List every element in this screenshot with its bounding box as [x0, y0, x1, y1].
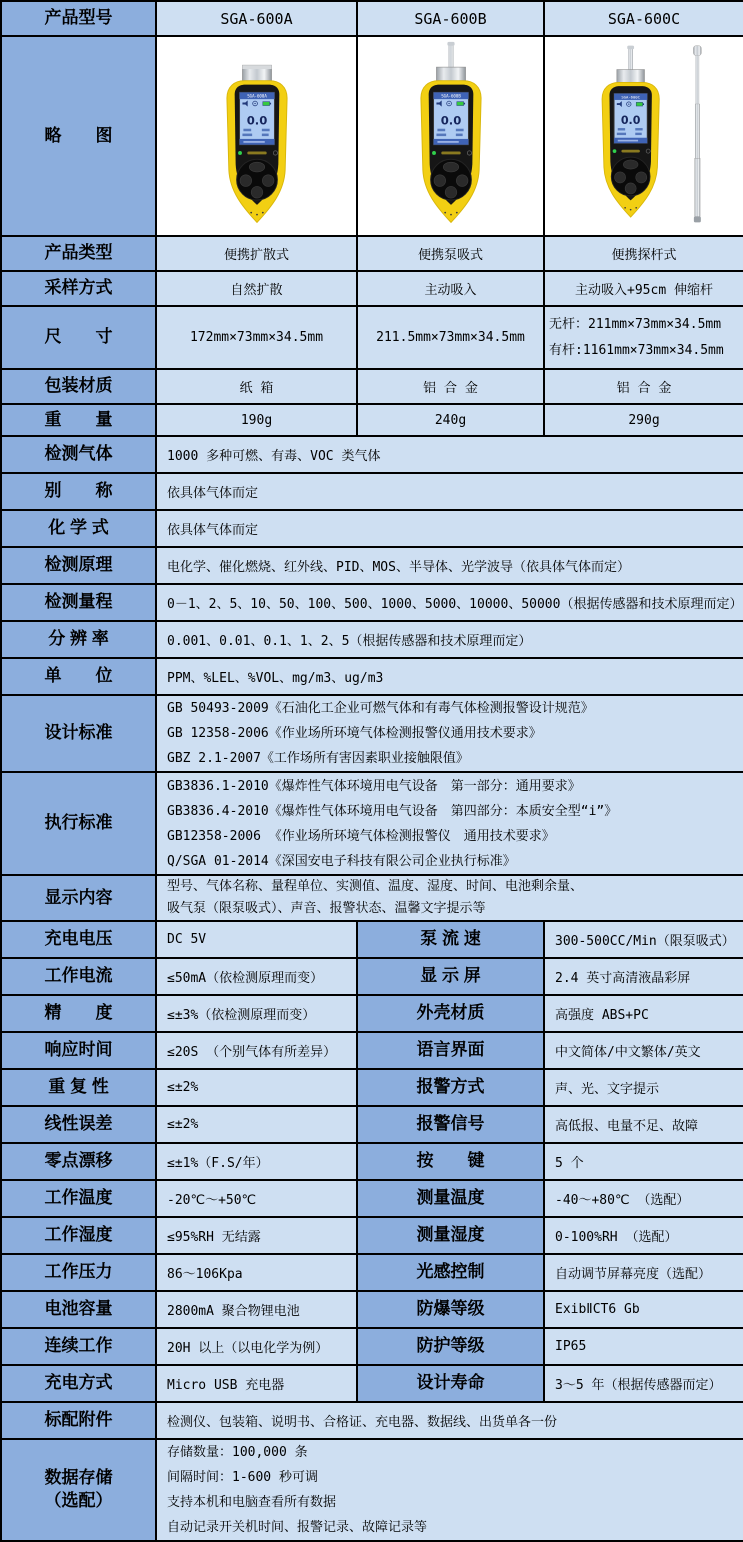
left-button — [434, 175, 446, 187]
product-model-row — [1, 1, 743, 36]
cell-value-b: 主动吸入 — [357, 271, 544, 306]
cell-value-b: 便携泵吸式 — [357, 236, 544, 271]
right-button — [636, 172, 647, 183]
gas-detector-diffusion-icon — [182, 38, 332, 234]
screen-title: SGA-600B — [440, 93, 461, 99]
accuracy-shell-material-row — [1, 995, 743, 1032]
weight-row — [1, 404, 743, 436]
dimensions-with-rod: 有杆:1161mm×73mm×34.5mm — [549, 342, 724, 358]
packaging-material-row — [1, 369, 743, 404]
brand-mark — [441, 152, 460, 155]
cell-value — [156, 695, 743, 772]
row-label: 尺 寸 — [1, 306, 156, 369]
spec-label-right: 泵 流 速 — [357, 921, 544, 958]
row-label: 包装材质 — [1, 369, 156, 404]
status-led — [238, 151, 242, 155]
design-standard-row — [1, 695, 743, 772]
gas-reading: 0.0 — [246, 113, 267, 128]
working-pressure-light-sensor-row — [1, 1254, 743, 1291]
cell-value: 依具体气体而定 — [156, 473, 743, 510]
standard-line: GB12358-2006 《作业场所环境气体检测报警仪 通用技术要求》 — [167, 828, 555, 844]
spec-value-right: IP65 — [544, 1328, 743, 1365]
status-led — [613, 149, 617, 153]
enter-button — [625, 183, 636, 194]
storage-label-line2: （选配） — [44, 1491, 113, 1510]
spec-value-left: DC 5V — [156, 921, 357, 958]
spec-value-right: 高强度 ABS+PC — [544, 995, 743, 1032]
row-label: 显示内容 — [1, 875, 156, 921]
row-label: 检测量程 — [1, 584, 156, 621]
cell-value: 0－1、2、5、10、50、100、500、1000、5000、10000、50000（根据传感器和技术原理而定） — [156, 584, 743, 621]
row-label: 设计标准 — [1, 695, 156, 772]
menu-button — [249, 162, 265, 172]
cell-value-c: 主动吸入+95cm 伸缩杆 — [544, 271, 743, 306]
row-label: 标配附件 — [1, 1402, 156, 1439]
spec-label-right: 按 键 — [357, 1143, 544, 1180]
spec-label-right: 报警方式 — [357, 1069, 544, 1106]
cell-value-c — [544, 306, 743, 369]
spec-value-left: ≤50mA（依检测原理而变） — [156, 958, 357, 995]
spec-label-right: 设计寿命 — [357, 1365, 544, 1402]
storage-line: 自动记录开关机时间、报警记录、故障记录等 — [167, 1520, 428, 1535]
cell-value: PPM、%LEL、%VOL、mg/m3、ug/m3 — [156, 658, 743, 695]
spec-label-left: 工作湿度 — [1, 1217, 156, 1254]
left-button — [615, 172, 626, 183]
row-label: 采样方式 — [1, 271, 156, 306]
row-label-sketch: 略 图 — [1, 36, 156, 236]
cell-value-a: 172mm×73mm×34.5mm — [156, 306, 357, 369]
spec-value-left: ≤±3%（依检测原理而变） — [156, 995, 357, 1032]
row-label — [1, 1439, 156, 1541]
spec-value-right: 0-100%RH （选配） — [544, 1217, 743, 1254]
product-type-row — [1, 236, 743, 271]
unit-row — [1, 658, 743, 695]
standard-line: Q/SGA 01-2014《深国安电子科技有限公司企业执行标准》 — [167, 853, 516, 869]
working-temp-measure-temp-row — [1, 1180, 743, 1217]
status-led — [432, 151, 436, 155]
cell-value: 检测仪、包装箱、说明书、合格证、充电器、数据线、出货单各一份 — [156, 1402, 743, 1439]
continuous-work-protection-rating-row — [1, 1328, 743, 1365]
standard-line: GB 50493-2009《石油化工企业可燃气体和有毒气体检测报警设计规范》 — [167, 701, 594, 716]
product-image-cell-b — [357, 36, 544, 236]
right-button — [456, 175, 468, 187]
row-label-product-model: 产品型号 — [1, 1, 156, 36]
dimensions-without-rod: 无杆：211mm×73mm×34.5mm — [549, 316, 722, 332]
gas-detector-probe-rod-icon — [569, 38, 719, 234]
product-image-cell-c — [544, 36, 743, 236]
battery-icon — [456, 102, 463, 106]
spec-value-right: -40～+80℃ （选配） — [544, 1180, 743, 1217]
menu-button — [443, 162, 459, 172]
display-content-line: 型号、气体名称、量程单位、实测值、温度、湿度、时间、电池剩余量、 — [167, 879, 584, 894]
spec-value-right: 中文简体/中文繁体/英文 — [544, 1032, 743, 1069]
spec-label-right: 防护等级 — [357, 1328, 544, 1365]
spec-value-left: ≤±1%（F.S/年） — [156, 1143, 357, 1180]
cell-value — [156, 772, 743, 875]
spec-label-left: 电池容量 — [1, 1291, 156, 1328]
battery-icon — [262, 102, 269, 106]
spec-value-left: Micro USB 充电器 — [156, 1365, 357, 1402]
cell-value: 0.001、0.01、0.1、1、2、5（根据传感器和技术原理而定） — [156, 621, 743, 658]
spec-label-right: 光感控制 — [357, 1254, 544, 1291]
cell-value — [156, 1439, 743, 1541]
sampling-method-row — [1, 271, 743, 306]
spec-value-left: ≤20S （个别气体有所差异） — [156, 1032, 357, 1069]
detection-principle-row — [1, 547, 743, 584]
model-a-header: SGA-600A — [156, 1, 357, 36]
resolution-row — [1, 621, 743, 658]
enter-button — [445, 186, 457, 198]
spec-label-left: 充电方式 — [1, 1365, 156, 1402]
spec-value-right: 300-500CC/Min（限泵吸式） — [544, 921, 743, 958]
row-label: 重 量 — [1, 404, 156, 436]
cell-value-c: 290g — [544, 404, 743, 436]
enter-button — [251, 186, 263, 198]
spec-label-left: 重 复 性 — [1, 1069, 156, 1106]
spec-label-right: 显 示 屏 — [357, 958, 544, 995]
product-image-cell-a — [156, 36, 357, 236]
spec-value-left: ≤95%RH 无结露 — [156, 1217, 357, 1254]
row-label: 执行标准 — [1, 772, 156, 875]
row-label: 产品类型 — [1, 236, 156, 271]
row-label: 检测原理 — [1, 547, 156, 584]
brand-mark — [621, 150, 639, 153]
spec-value-right: 2.4 英寸高清液晶彩屏 — [544, 958, 743, 995]
gas-detector-pump-icon — [376, 38, 526, 234]
screen-title: SGA-600A — [246, 93, 267, 99]
spec-label-right: 外壳材质 — [357, 995, 544, 1032]
cell-value — [156, 875, 743, 921]
right-button — [262, 175, 274, 187]
gas-reading: 0.0 — [620, 113, 641, 127]
detected-gas-row — [1, 436, 743, 473]
spec-value-left: ≤±2% — [156, 1106, 357, 1143]
standard-line: GB3836.1-2010《爆炸性气体环境用电气设备 第一部分：通用要求》 — [167, 778, 581, 794]
spec-label-right: 测量温度 — [357, 1180, 544, 1217]
spec-value-right: 声、光、文字提示 — [544, 1069, 743, 1106]
execution-standard-row — [1, 772, 743, 875]
probe-rod — [448, 44, 453, 69]
storage-line: 间隔时间：1-600 秒可调 — [167, 1470, 318, 1485]
spec-label-right: 测量湿度 — [357, 1217, 544, 1254]
spec-value-right: ExibⅡCT6 Gb — [544, 1291, 743, 1328]
spec-label-left: 连续工作 — [1, 1328, 156, 1365]
cell-value-a: 便携扩散式 — [156, 236, 357, 271]
spec-value-right: 自动调节屏幕亮度（选配） — [544, 1254, 743, 1291]
row-label: 化 学 式 — [1, 510, 156, 547]
cell-value-b: 240g — [357, 404, 544, 436]
storage-line: 存储数量：100,000 条 — [167, 1445, 308, 1460]
dimensions-row — [1, 306, 743, 369]
spec-value-left: 2800mA 聚合物锂电池 — [156, 1291, 357, 1328]
row-label: 别 称 — [1, 473, 156, 510]
cell-value: 电化学、催化燃烧、红外线、PID、MOS、半导体、光学波导（依具体气体而定） — [156, 547, 743, 584]
battery-icon — [636, 102, 642, 106]
charging-voltage-pump-flow-row — [1, 921, 743, 958]
spec-label-left: 工作电流 — [1, 958, 156, 995]
spec-label-left: 工作压力 — [1, 1254, 156, 1291]
display-content-line: 吸气泵（限泵吸式）、声音、报警状态、温馨文字提示等 — [167, 901, 486, 916]
storage-line: 支持本机和电脑查看所有数据 — [167, 1495, 337, 1510]
data-storage-row — [1, 1439, 743, 1541]
model-c-header: SGA-600C — [544, 1, 743, 36]
brand-mark — [247, 152, 266, 155]
charging-method-design-life-row — [1, 1365, 743, 1402]
spec-label-left: 零点漂移 — [1, 1143, 156, 1180]
storage-label-line1: 数据存储 — [44, 1468, 113, 1488]
standard-line: GB3836.4-2010《爆炸性气体环境用电气设备 第四部分：本质安全型“i”》 — [167, 803, 618, 819]
cell-value-b: 211.5mm×73mm×34.5mm — [357, 306, 544, 369]
chemical-formula-row — [1, 510, 743, 547]
spec-value-right: 高低报、电量不足、故障 — [544, 1106, 743, 1143]
response-time-language-row — [1, 1032, 743, 1069]
spec-label-left: 工作温度 — [1, 1180, 156, 1217]
spec-label-right: 防爆等级 — [357, 1291, 544, 1328]
spec-label-right: 报警信号 — [357, 1106, 544, 1143]
standard-line: GB 12358-2006《作业场所环境气体检测报警仪通用技术要求》 — [167, 726, 542, 741]
cell-value: 1000 多种可燃、有毒、VOC 类气体 — [156, 436, 743, 473]
display-content-row — [1, 875, 743, 921]
standard-line: GBZ 2.1-2007《工作场所有害因素职业接触限值》 — [167, 751, 469, 766]
cell-value-b: 铝 合 金 — [357, 369, 544, 404]
gas-reading: 0.0 — [440, 113, 461, 128]
row-label: 分 辨 率 — [1, 621, 156, 658]
battery-capacity-explosion-proof-row — [1, 1291, 743, 1328]
cell-value-a: 自然扩散 — [156, 271, 357, 306]
standard-accessories-row — [1, 1402, 743, 1439]
linearity-alarm-signal-row — [1, 1106, 743, 1143]
row-label: 检测气体 — [1, 436, 156, 473]
cell-value-a: 190g — [156, 404, 357, 436]
spec-value-left: 86～106Kpa — [156, 1254, 357, 1291]
screen-title: SGA-600C — [621, 94, 640, 100]
row-label: 单 位 — [1, 658, 156, 695]
menu-button — [623, 160, 638, 169]
zero-drift-buttons-row — [1, 1143, 743, 1180]
product-sketch-row — [1, 36, 743, 236]
repeatability-alarm-mode-row — [1, 1069, 743, 1106]
working-current-display-row — [1, 958, 743, 995]
model-b-header: SGA-600B — [357, 1, 544, 36]
spec-label-left: 精 度 — [1, 995, 156, 1032]
working-humidity-measure-humidity-row — [1, 1217, 743, 1254]
cell-value-c: 便携探杆式 — [544, 236, 743, 271]
alias-row — [1, 473, 743, 510]
spec-value-left: 20H 以上（以电化学为例） — [156, 1328, 357, 1365]
spec-label-left: 线性误差 — [1, 1106, 156, 1143]
spec-value-left: -20℃～+50℃ — [156, 1180, 357, 1217]
probe-rod — [628, 47, 633, 71]
cell-value-c: 铝 合 金 — [544, 369, 743, 404]
left-button — [240, 175, 252, 187]
spec-value-left: ≤±2% — [156, 1069, 357, 1106]
spec-value-right: 5 个 — [544, 1143, 743, 1180]
spec-label-left: 响应时间 — [1, 1032, 156, 1069]
detection-range-row — [1, 584, 743, 621]
cell-value: 依具体气体而定 — [156, 510, 743, 547]
spec-label-right: 语言界面 — [357, 1032, 544, 1069]
spec-label-left: 充电电压 — [1, 921, 156, 958]
cell-value-a: 纸 箱 — [156, 369, 357, 404]
telescopic-rod-icon — [693, 46, 701, 223]
spec-value-right: 3～5 年（根据传感器而定） — [544, 1365, 743, 1402]
